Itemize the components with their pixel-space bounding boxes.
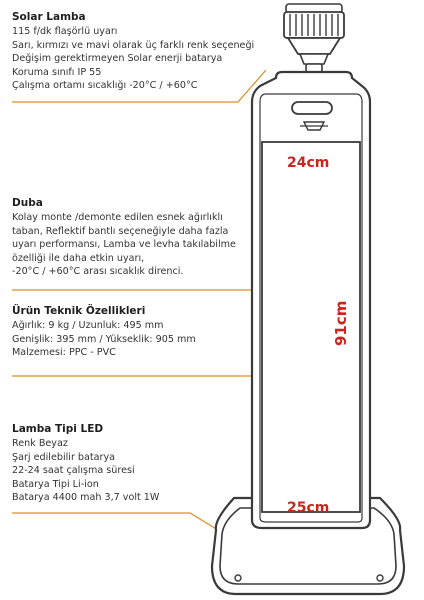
- duba-line: özelliği ile daha etkin uyarı,: [12, 252, 145, 264]
- spec-line: Ağırlık: 9 kg / Uzunluk: 495 mm: [12, 320, 164, 331]
- led-lamp-title: Lamba Tipi LED: [12, 423, 104, 435]
- leader-line-lamba: [12, 513, 218, 530]
- solar-line: Değişim gerektirmeyen Solar enerji batarya: [12, 53, 223, 65]
- spec-line: Malzemesi: PPC - PVC: [12, 347, 116, 359]
- led-lamp-section: [12, 422, 257, 505]
- solar-line: 115 f/dk flaşörlü uyarı: [12, 26, 118, 37]
- lamp-line: Batarya Tipi Li-ion: [12, 478, 99, 490]
- duba-line: uyarı performansı, Lamba ve levha takılabilme: [12, 239, 236, 251]
- lamp-line: Batarya 4400 mah 3,7 volt 1W: [12, 492, 160, 504]
- dimension-top-width: 24cm: [287, 155, 330, 171]
- dimension-bottom-width: 25cm: [287, 500, 330, 516]
- dimension-height: 91cm: [332, 300, 350, 346]
- spec-line: Genişlik: 395 mm / Yükseklik: 905 mm: [12, 333, 196, 345]
- duba-title: Duba: [12, 197, 43, 209]
- technical-specs-section: [12, 304, 257, 360]
- solar-line: Koruma sınıfı IP 55: [12, 66, 102, 78]
- duba-line: Kolay monte /demonte edilen esnek ağırlıklı: [12, 212, 223, 223]
- duba-section: [12, 196, 257, 279]
- lamp-line: Şarj edilebilir batarya: [12, 451, 116, 463]
- solar-lamp-title: Solar Lamba: [12, 11, 86, 23]
- duba-line: -20°C / +60°C arası sıcaklık direnci.: [12, 266, 184, 278]
- lamp-line: Renk Beyaz: [12, 438, 68, 449]
- solar-lamp-icon: [284, 4, 344, 72]
- solar-line: Sarı, kırmızı ve mavi olarak üç farklı renk seçeneği: [12, 39, 255, 51]
- technical-specs-title: Ürün Teknik Özellikleri: [12, 305, 146, 317]
- lamp-line: 22-24 saat çalışma süresi: [12, 465, 135, 477]
- solar-line: Çalışma ortamı sıcaklığı -20°C / +60°C: [12, 80, 198, 92]
- solar-lamp-section: [12, 10, 257, 93]
- duba-line: taban, Reflektif bantlı seçeneğiyle daha fazla: [12, 225, 229, 237]
